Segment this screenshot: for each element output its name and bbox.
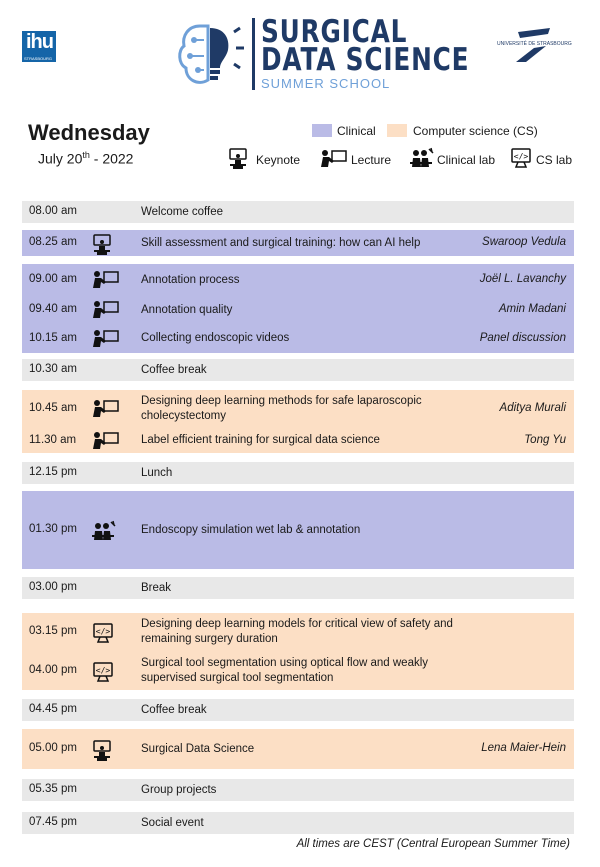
session-title: Designing deep learning methods for safe laparoscopic cholecystectomy <box>141 395 422 422</box>
session-speaker: Panel discussion <box>479 332 566 344</box>
session-title: Group projects <box>141 784 217 796</box>
keynote-icon <box>92 233 116 253</box>
university-name: UNIVERSITÉ DE STRASBOURG <box>497 41 572 47</box>
clinical-swatch <box>312 124 332 137</box>
session-title: Surgical tool segmentation using optical flow and weakly supervised surgical tool segmentation <box>141 657 429 684</box>
lecture-icon <box>92 329 116 349</box>
session-time: 09.40 am <box>29 303 77 315</box>
schedule-row <box>22 390 574 428</box>
schedule-row <box>22 699 574 721</box>
session-time: 10.30 am <box>29 363 77 375</box>
svg-text:</>: </> <box>513 152 529 161</box>
session-speaker: Lena Maier-Hein <box>481 742 566 754</box>
lecture-icon <box>92 431 116 451</box>
session-time: 05.35 pm <box>29 783 77 795</box>
cs-lab-icon <box>510 147 532 169</box>
keynote-legend-label: Keynote <box>256 153 301 167</box>
event-title: SURGICAL DATA SCIENCE <box>261 14 470 78</box>
schedule-row <box>22 264 574 296</box>
cs-lab-icon <box>92 622 116 642</box>
lecture-icon <box>92 270 116 290</box>
session-time: 08.25 am <box>29 236 77 248</box>
schedule-row <box>22 201 574 223</box>
session-time: 11.30 am <box>29 434 77 446</box>
session-time: 03.15 pm <box>29 625 77 637</box>
keynote-icon <box>228 147 250 169</box>
clinical-lab-legend-label: Clinical lab <box>437 153 496 167</box>
schedule-row <box>22 729 574 769</box>
keynote-icon <box>92 739 116 759</box>
cs-lab-legend-label: CS lab <box>536 153 573 167</box>
cs-lab-icon <box>92 661 116 681</box>
session-title: Welcome coffee <box>141 206 224 218</box>
clinical-lab-icon <box>92 520 116 540</box>
session-time: 10.45 am <box>29 402 77 414</box>
session-time: 09.00 am <box>29 273 77 285</box>
session-title: Skill assessment and surgical training: how can AI help <box>141 237 421 249</box>
cs-swatch <box>387 124 407 137</box>
session-title: Coffee break <box>141 704 207 716</box>
session-time: 04.45 pm <box>29 703 77 715</box>
brain-bulb-logo-icon <box>178 18 248 90</box>
schedule-row <box>22 577 574 599</box>
session-time: 07.45 pm <box>29 816 77 828</box>
session-title: Break <box>141 582 172 594</box>
session-speaker: Amin Madani <box>498 303 566 315</box>
lecture-icon <box>92 399 116 419</box>
session-title: Coffee break <box>141 364 207 376</box>
schedule-row <box>22 491 574 569</box>
schedule-row <box>22 812 574 834</box>
session-time: 10.15 am <box>29 332 77 344</box>
event-subtitle: SUMMER SCHOOL <box>261 76 391 91</box>
cs-legend-label: Computer science (CS) <box>413 124 538 138</box>
svg-text:</>: </> <box>95 666 111 675</box>
schedule-row <box>22 359 574 381</box>
session-speaker: Joël L. Lavanchy <box>479 273 566 285</box>
day-name: Wednesday <box>28 120 150 145</box>
lecture-icon <box>320 149 348 169</box>
title-divider <box>252 18 255 90</box>
schedule-row <box>22 779 574 801</box>
clinical-lab-icon <box>410 147 436 169</box>
lecture-legend-label: Lecture <box>351 153 392 167</box>
schedule-row <box>22 324 574 353</box>
session-title: Designing deep learning models for critical view of safety and remaining surgery duration <box>141 618 453 645</box>
session-speaker: Aditya Murali <box>499 402 566 414</box>
schedule-row <box>22 428 574 453</box>
schedule-row <box>22 613 574 651</box>
lecture-icon <box>92 300 116 320</box>
session-time: 03.00 pm <box>29 581 77 593</box>
session-title: Social event <box>141 817 204 829</box>
svg-text:</>: </> <box>95 627 111 636</box>
schedule-row <box>22 230 574 256</box>
clinical-legend-label: Clinical <box>337 124 376 138</box>
schedule-row <box>22 462 574 484</box>
timezone-note: All times are CEST (Central European Summer Time) <box>296 838 570 850</box>
session-title: Endoscopy simulation wet lab & annotation <box>141 524 361 536</box>
session-time: 12.15 pm <box>29 466 77 478</box>
session-title: Annotation quality <box>141 304 233 316</box>
session-title: Collecting endoscopic videos <box>141 332 290 344</box>
ihu-logo: ihu STRASBOURG <box>22 31 56 62</box>
session-title: Lunch <box>141 467 173 479</box>
session-title: Label efficient training for surgical data science <box>141 434 380 446</box>
session-title: Surgical Data Science <box>141 743 255 755</box>
day-date: July 20th - 2022 <box>38 150 134 167</box>
session-speaker: Tong Yu <box>524 434 566 446</box>
session-speaker: Swaroop Vedula <box>482 236 566 248</box>
schedule-row <box>22 296 574 324</box>
schedule-row <box>22 651 574 690</box>
session-time: 01.30 pm <box>29 523 77 535</box>
session-time: 04.00 pm <box>29 664 77 676</box>
session-time: 05.00 pm <box>29 742 77 754</box>
session-title: Annotation process <box>141 274 240 286</box>
session-time: 08.00 am <box>29 205 77 217</box>
